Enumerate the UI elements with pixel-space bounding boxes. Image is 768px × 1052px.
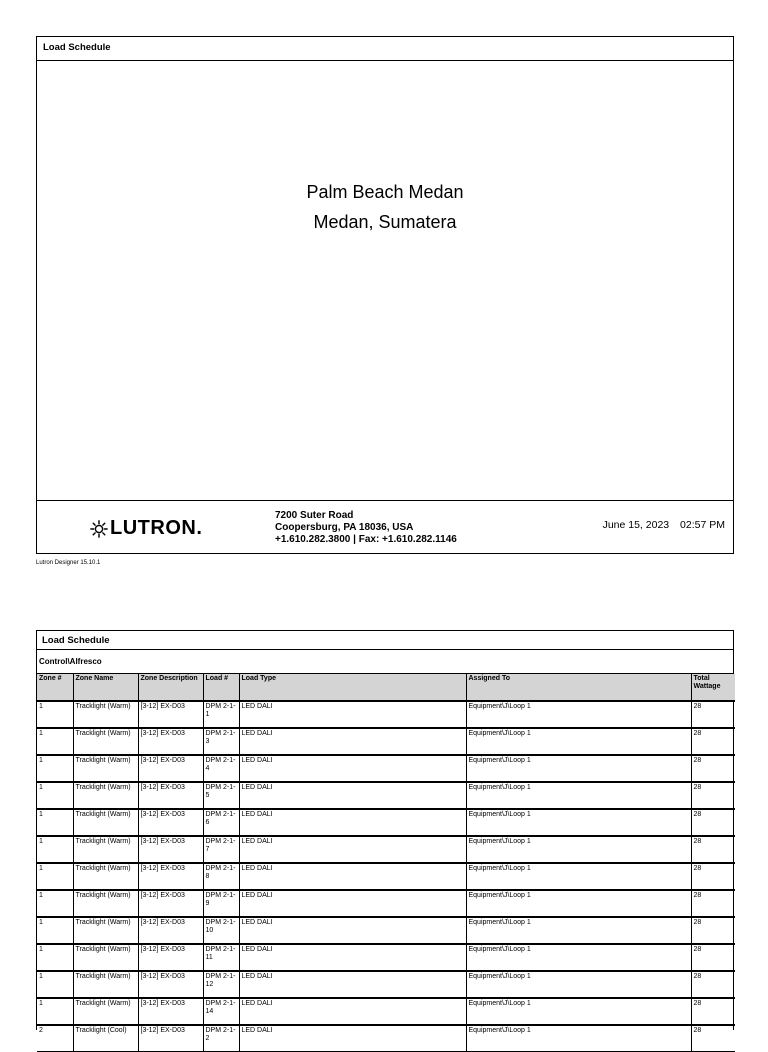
table-row (37, 809, 735, 836)
zone-number-cell: 1 (37, 863, 73, 890)
lutron-logo (90, 517, 202, 540)
total-wattage-cell: 28 (691, 701, 735, 728)
zone-description-cell: [3-12] EX-D03 (138, 1025, 203, 1052)
load-number-cell: DPM 2-1-10 (203, 917, 239, 944)
zone-name-cell: Tracklight (Warm) (73, 755, 138, 782)
load-number-cell: DPM 2-1-7 (203, 836, 239, 863)
zone-number-cell: 1 (37, 971, 73, 998)
zone-name-cell: Tracklight (Warm) (73, 944, 138, 971)
column-header: Zone Description (138, 674, 203, 701)
load-number-cell: DPM 2-1-11 (203, 944, 239, 971)
load-number-cell: DPM 2-1-4 (203, 755, 239, 782)
load-type-cell: LED DALI (239, 863, 466, 890)
cover-header: Load Schedule (37, 37, 733, 61)
zone-number-cell: 1 (37, 998, 73, 1025)
assigned-to-cell: Equipment\J\Loop 1 (466, 1025, 691, 1052)
zone-name-cell: Tracklight (Warm) (73, 782, 138, 809)
zone-description-cell: [3-12] EX-D03 (138, 836, 203, 863)
zone-description-cell: [3-12] EX-D03 (138, 809, 203, 836)
zone-description-cell: [3-12] EX-D03 (138, 971, 203, 998)
zone-number-cell: 2 (37, 1025, 73, 1052)
assigned-to-cell: Equipment\J\Loop 1 (466, 944, 691, 971)
load-type-cell: LED DALI (239, 809, 466, 836)
table-row (37, 1025, 735, 1052)
load-type-cell: LED DALI (239, 701, 466, 728)
load-type-cell: LED DALI (239, 917, 466, 944)
load-type-cell: LED DALI (239, 971, 466, 998)
total-wattage-cell: 28 (691, 809, 735, 836)
load-type-cell: LED DALI (239, 782, 466, 809)
load-type-cell: LED DALI (239, 998, 466, 1025)
table-row (37, 998, 735, 1025)
software-version: Lutron Designer 15.10.1 (36, 560, 101, 566)
column-header: Assigned To (466, 674, 691, 701)
total-wattage-cell: 28 (691, 755, 735, 782)
table-header-row (37, 674, 735, 701)
table-row (37, 863, 735, 890)
zone-name-cell: Tracklight (Warm) (73, 701, 138, 728)
total-wattage-cell: 28 (691, 971, 735, 998)
total-wattage-cell: 28 (691, 836, 735, 863)
total-wattage-cell: 28 (691, 728, 735, 755)
cover-page (36, 36, 734, 554)
zone-number-cell: 1 (37, 755, 73, 782)
zone-number-cell: 1 (37, 836, 73, 863)
address-line: +1.610.282.3800 | Fax: +1.610.282.1146 (275, 534, 457, 545)
total-wattage-cell: 28 (691, 890, 735, 917)
table-row (37, 917, 735, 944)
column-header: Total Wattage (691, 674, 735, 701)
table-row (37, 728, 735, 755)
zone-description-cell: [3-12] EX-D03 (138, 890, 203, 917)
lutron-sun-icon (90, 520, 108, 538)
load-number-cell: DPM 2-1-1 (203, 701, 239, 728)
zone-description-cell: [3-12] EX-D03 (138, 782, 203, 809)
zone-name-cell: Tracklight (Warm) (73, 917, 138, 944)
load-type-cell: LED DALI (239, 1025, 466, 1052)
load-type-cell: LED DALI (239, 755, 466, 782)
assigned-to-cell: Equipment\J\Loop 1 (466, 728, 691, 755)
zone-name-cell: Tracklight (Warm) (73, 971, 138, 998)
load-number-cell: DPM 2-1-5 (203, 782, 239, 809)
load-number-cell: DPM 2-1-12 (203, 971, 239, 998)
assigned-to-cell: Equipment\J\Loop 1 (466, 917, 691, 944)
total-wattage-cell: 28 (691, 782, 735, 809)
load-number-cell: DPM 2-1-2 (203, 1025, 239, 1052)
schedule-page (36, 630, 734, 1042)
load-number-cell: DPM 2-1-3 (203, 728, 239, 755)
table-row (37, 944, 735, 971)
load-type-cell: LED DALI (239, 836, 466, 863)
cover-titles (37, 177, 733, 237)
zone-name-cell: Tracklight (Warm) (73, 890, 138, 917)
assigned-to-cell: Equipment\J\Loop 1 (466, 890, 691, 917)
zone-description-cell: [3-12] EX-D03 (138, 944, 203, 971)
load-type-cell: LED DALI (239, 944, 466, 971)
table-row (37, 755, 735, 782)
cover-footer (37, 500, 733, 553)
zone-name-cell: Tracklight (Warm) (73, 863, 138, 890)
zone-description-cell: [3-12] EX-D03 (138, 863, 203, 890)
assigned-to-cell: Equipment\J\Loop 1 (466, 755, 691, 782)
assigned-to-cell: Equipment\J\Loop 1 (466, 863, 691, 890)
zone-number-cell: 1 (37, 917, 73, 944)
load-number-cell: DPM 2-1-9 (203, 890, 239, 917)
area-path: Control\Alfresco (37, 650, 733, 674)
print-time: 02:57 PM (680, 519, 725, 531)
schedule-header: Load Schedule (37, 631, 733, 650)
zone-number-cell: 1 (37, 944, 73, 971)
assigned-to-cell: Equipment\J\Loop 1 (466, 809, 691, 836)
address-line: Coopersburg, PA 18036, USA (275, 522, 414, 533)
zone-description-cell: [3-12] EX-D03 (138, 917, 203, 944)
zone-number-cell: 1 (37, 728, 73, 755)
logo-text: LUTRON. (110, 517, 203, 539)
address-line: 7200 Suter Road (275, 510, 354, 521)
column-header: Load Type (239, 674, 466, 701)
table-row (37, 836, 735, 863)
zone-number-cell: 1 (37, 809, 73, 836)
total-wattage-cell: 28 (691, 998, 735, 1025)
assigned-to-cell: Equipment\J\Loop 1 (466, 971, 691, 998)
print-datetime (603, 519, 725, 531)
load-number-cell: DPM 2-1-8 (203, 863, 239, 890)
column-header: Zone Name (73, 674, 138, 701)
company-address (275, 510, 457, 546)
total-wattage-cell: 28 (691, 1025, 735, 1052)
load-schedule-table (37, 674, 735, 1052)
total-wattage-cell: 28 (691, 944, 735, 971)
total-wattage-cell: 28 (691, 917, 735, 944)
zone-number-cell: 1 (37, 782, 73, 809)
zone-description-cell: [3-12] EX-D03 (138, 728, 203, 755)
zone-description-cell: [3-12] EX-D03 (138, 998, 203, 1025)
load-type-cell: LED DALI (239, 890, 466, 917)
zone-number-cell: 1 (37, 890, 73, 917)
column-header: Zone # (37, 674, 73, 701)
load-number-cell: DPM 2-1-14 (203, 998, 239, 1025)
column-header: Load # (203, 674, 239, 701)
table-row (37, 782, 735, 809)
zone-name-cell: Tracklight (Warm) (73, 728, 138, 755)
print-date: June 15, 2023 (602, 519, 670, 531)
zone-name-cell: Tracklight (Warm) (73, 836, 138, 863)
table-row (37, 701, 735, 728)
zone-description-cell: [3-12] EX-D03 (138, 755, 203, 782)
zone-name-cell: Tracklight (Cool) (73, 1025, 138, 1052)
table-row (37, 890, 735, 917)
zone-description-cell: [3-12] EX-D03 (138, 701, 203, 728)
assigned-to-cell: Equipment\J\Loop 1 (466, 701, 691, 728)
assigned-to-cell: Equipment\J\Loop 1 (466, 782, 691, 809)
load-number-cell: DPM 2-1-6 (203, 809, 239, 836)
assigned-to-cell: Equipment\J\Loop 1 (466, 836, 691, 863)
project-name: Palm Beach Medan (306, 182, 464, 202)
total-wattage-cell: 28 (691, 863, 735, 890)
zone-number-cell: 1 (37, 701, 73, 728)
assigned-to-cell: Equipment\J\Loop 1 (466, 998, 691, 1025)
zone-name-cell: Tracklight (Warm) (73, 998, 138, 1025)
load-type-cell: LED DALI (239, 728, 466, 755)
table-row (37, 971, 735, 998)
project-location: Medan, Sumatera (313, 212, 457, 232)
zone-name-cell: Tracklight (Warm) (73, 809, 138, 836)
